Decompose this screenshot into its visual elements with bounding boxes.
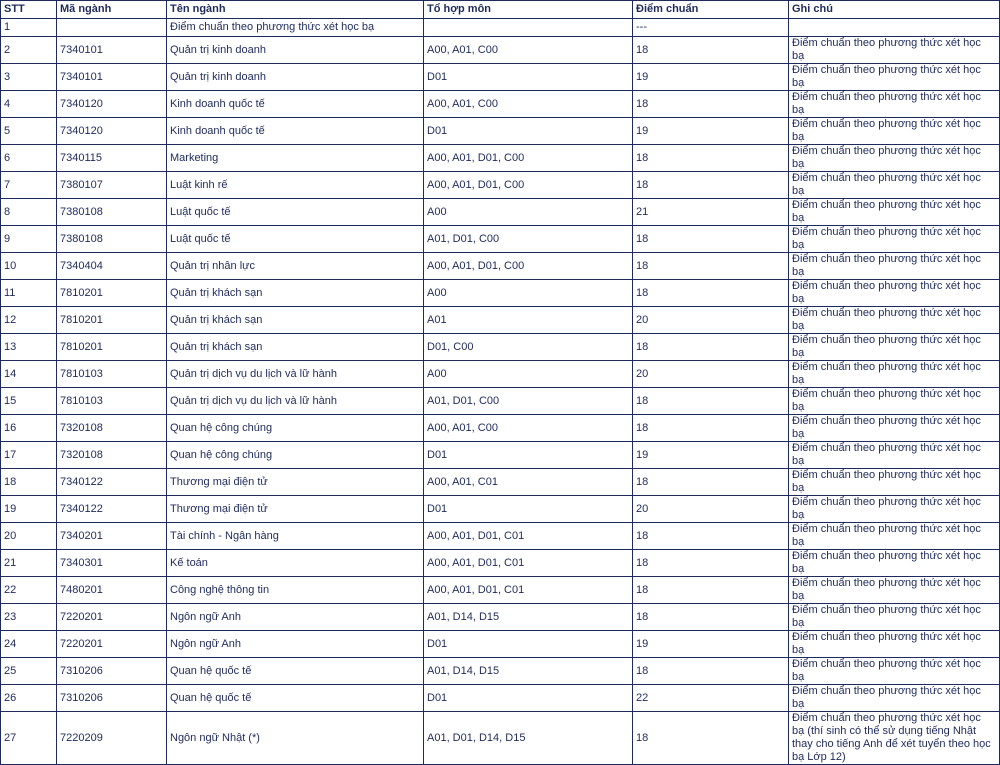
cell-note: Điểm chuẩn theo phương thức xét học bạ <box>789 199 1000 226</box>
cell-major-code: 7340101 <box>57 37 167 64</box>
table-row <box>1 334 1000 361</box>
cell-subject-combination: A00, A01, C00 <box>424 37 633 64</box>
cell-major-code: 7340122 <box>57 469 167 496</box>
cell-major-name: Quản trị khách sạn <box>167 334 424 361</box>
cell-note: Điểm chuẩn theo phương thức xét học bạ <box>789 226 1000 253</box>
cell-subject-combination: D01, C00 <box>424 334 633 361</box>
table-row <box>1 631 1000 658</box>
cell-subject-combination: A00, A01, D01, C00 <box>424 145 633 172</box>
cell-stt: 4 <box>1 91 57 118</box>
cell-note: Điểm chuẩn theo phương thức xét học bạ <box>789 577 1000 604</box>
cell-major-code: 7320108 <box>57 442 167 469</box>
cell-major-code: 7340122 <box>57 496 167 523</box>
cell-subject-combination: A00, A01, D01, C00 <box>424 253 633 280</box>
cell-stt: 24 <box>1 631 57 658</box>
cell-subject-combination: A00, A01, D01, C01 <box>424 577 633 604</box>
cell-subject-combination: A00, A01, D01, C01 <box>424 550 633 577</box>
cell-stt: 15 <box>1 388 57 415</box>
cell-note: Điểm chuẩn theo phương thức xét học bạ <box>789 631 1000 658</box>
cell-cutoff-score: 19 <box>633 631 789 658</box>
cell-note: Điểm chuẩn theo phương thức xét học bạ <box>789 334 1000 361</box>
cell-subject-combination <box>424 19 633 37</box>
cell-major-name: Thương mại điện tử <box>167 496 424 523</box>
table-header-row <box>1 1 1000 19</box>
table-row <box>1 118 1000 145</box>
cell-subject-combination: A00 <box>424 361 633 388</box>
cell-note: Điểm chuẩn theo phương thức xét học bạ <box>789 253 1000 280</box>
table-row <box>1 469 1000 496</box>
cell-major-name: Quan hệ công chúng <box>167 442 424 469</box>
cell-cutoff-score: 21 <box>633 199 789 226</box>
cell-cutoff-score: 18 <box>633 604 789 631</box>
table-row <box>1 37 1000 64</box>
cell-major-name: Thương mại điện tử <box>167 469 424 496</box>
cell-stt: 23 <box>1 604 57 631</box>
cell-note: Điểm chuẩn theo phương thức xét học bạ <box>789 307 1000 334</box>
header-note: Ghi chú <box>789 1 1000 19</box>
cell-major-code: 7310206 <box>57 685 167 712</box>
cell-major-name: Điểm chuẩn theo phương thức xét học bạ <box>167 19 424 37</box>
cell-major-code: 7320108 <box>57 415 167 442</box>
cell-major-name: Luật quốc tế <box>167 199 424 226</box>
table-row <box>1 361 1000 388</box>
cell-stt: 5 <box>1 118 57 145</box>
cell-note <box>789 19 1000 37</box>
cell-note: Điểm chuẩn theo phương thức xét học bạ <box>789 415 1000 442</box>
cell-major-code: 7310206 <box>57 658 167 685</box>
header-cutoff-score: Điểm chuẩn <box>633 1 789 19</box>
cell-note: Điểm chuẩn theo phương thức xét học bạ <box>789 64 1000 91</box>
cell-subject-combination: A00, A01, C00 <box>424 91 633 118</box>
cell-cutoff-score: 18 <box>633 280 789 307</box>
cell-note: Điểm chuẩn theo phương thức xét học bạ <box>789 523 1000 550</box>
table-row <box>1 172 1000 199</box>
cell-stt: 21 <box>1 550 57 577</box>
cell-subject-combination: A01, D01, D14, D15 <box>424 712 633 765</box>
table-row <box>1 658 1000 685</box>
cell-cutoff-score: 18 <box>633 253 789 280</box>
cell-cutoff-score: 18 <box>633 334 789 361</box>
cell-major-name: Marketing <box>167 145 424 172</box>
cell-cutoff-score: --- <box>633 19 789 37</box>
cell-stt: 12 <box>1 307 57 334</box>
cell-cutoff-score: 19 <box>633 64 789 91</box>
cell-note: Điểm chuẩn theo phương thức xét học bạ <box>789 172 1000 199</box>
cell-major-code: 7810201 <box>57 307 167 334</box>
cell-stt: 25 <box>1 658 57 685</box>
table-row <box>1 604 1000 631</box>
cell-major-code: 7380108 <box>57 199 167 226</box>
cell-major-code <box>57 19 167 37</box>
cell-stt: 27 <box>1 712 57 765</box>
cell-subject-combination: D01 <box>424 442 633 469</box>
cell-major-code: 7340404 <box>57 253 167 280</box>
table-row <box>1 712 1000 765</box>
cell-stt: 20 <box>1 523 57 550</box>
cell-subject-combination: A00, A01, D01, C01 <box>424 523 633 550</box>
cell-major-code: 7810201 <box>57 280 167 307</box>
cell-major-name: Ngôn ngữ Nhật (*) <box>167 712 424 765</box>
cell-major-name: Tài chính - Ngân hàng <box>167 523 424 550</box>
cell-note: Điểm chuẩn theo phương thức xét học bạ <box>789 37 1000 64</box>
cell-subject-combination: A00, A01, D01, C00 <box>424 172 633 199</box>
cell-major-name: Quản trị khách sạn <box>167 280 424 307</box>
cell-major-name: Quản trị nhân lực <box>167 253 424 280</box>
cell-major-code: 7340101 <box>57 64 167 91</box>
cell-major-code: 7380107 <box>57 172 167 199</box>
table-row <box>1 415 1000 442</box>
cell-subject-combination: D01 <box>424 118 633 145</box>
cell-stt: 17 <box>1 442 57 469</box>
cell-note: Điểm chuẩn theo phương thức xét học bạ <box>789 550 1000 577</box>
cell-cutoff-score: 22 <box>633 685 789 712</box>
cell-note: Điểm chuẩn theo phương thức xét học bạ <box>789 469 1000 496</box>
cell-note: Điểm chuẩn theo phương thức xét học bạ <box>789 118 1000 145</box>
table-row <box>1 199 1000 226</box>
cell-major-name: Quản trị dịch vụ du lịch và lữ hành <box>167 361 424 388</box>
cell-stt: 16 <box>1 415 57 442</box>
cell-stt: 8 <box>1 199 57 226</box>
cell-stt: 26 <box>1 685 57 712</box>
cell-cutoff-score: 20 <box>633 307 789 334</box>
cell-subject-combination: A00, A01, C01 <box>424 469 633 496</box>
cell-major-code: 7810103 <box>57 361 167 388</box>
table-row <box>1 253 1000 280</box>
cell-note: Điểm chuẩn theo phương thức xét học bạ <box>789 442 1000 469</box>
table-row <box>1 442 1000 469</box>
cell-cutoff-score: 18 <box>633 37 789 64</box>
cell-major-code: 7380108 <box>57 226 167 253</box>
cell-note: Điểm chuẩn theo phương thức xét học bạ <box>789 604 1000 631</box>
cell-stt: 22 <box>1 577 57 604</box>
cell-cutoff-score: 18 <box>633 226 789 253</box>
cell-subject-combination: D01 <box>424 64 633 91</box>
cell-cutoff-score: 18 <box>633 550 789 577</box>
cell-stt: 13 <box>1 334 57 361</box>
cell-major-name: Quan hệ quốc tế <box>167 685 424 712</box>
cell-major-code: 7220201 <box>57 604 167 631</box>
table-body <box>1 19 1000 765</box>
cell-subject-combination: D01 <box>424 496 633 523</box>
cell-subject-combination: A00, A01, C00 <box>424 415 633 442</box>
cell-note: Điểm chuẩn theo phương thức xét học bạ <box>789 685 1000 712</box>
cell-major-code: 7810103 <box>57 388 167 415</box>
cell-major-code: 7340301 <box>57 550 167 577</box>
cell-subject-combination: A00 <box>424 199 633 226</box>
cell-stt: 9 <box>1 226 57 253</box>
cell-subject-combination: A00 <box>424 280 633 307</box>
cell-cutoff-score: 20 <box>633 496 789 523</box>
cell-stt: 1 <box>1 19 57 37</box>
cell-subject-combination: D01 <box>424 631 633 658</box>
header-stt: STT <box>1 1 57 19</box>
cell-major-code: 7810201 <box>57 334 167 361</box>
table-row <box>1 280 1000 307</box>
cell-major-name: Ngôn ngữ Anh <box>167 631 424 658</box>
header-subject-combination: Tổ hợp môn <box>424 1 633 19</box>
cell-stt: 19 <box>1 496 57 523</box>
cell-stt: 11 <box>1 280 57 307</box>
cell-major-code: 7340201 <box>57 523 167 550</box>
cell-cutoff-score: 18 <box>633 415 789 442</box>
table-row <box>1 226 1000 253</box>
cell-stt: 2 <box>1 37 57 64</box>
cell-major-name: Quan hệ công chúng <box>167 415 424 442</box>
cell-note: Điểm chuẩn theo phương thức xét học bạ <box>789 280 1000 307</box>
cell-subject-combination: A01, D01, C00 <box>424 388 633 415</box>
cell-major-name: Luật quốc tế <box>167 226 424 253</box>
table-row <box>1 19 1000 37</box>
cell-major-name: Quản trị kinh doanh <box>167 64 424 91</box>
cell-cutoff-score: 19 <box>633 118 789 145</box>
cell-major-code: 7220201 <box>57 631 167 658</box>
cell-note: Điểm chuẩn theo phương thức xét học bạ <box>789 145 1000 172</box>
cell-note: Điểm chuẩn theo phương thức xét học bạ (thí sinh có thể sử dụng tiếng Nhật thay cho tiếng Anh để xét tuyển theo học bạ Lớp 12) <box>789 712 1000 765</box>
cell-major-name: Quan hệ quốc tế <box>167 658 424 685</box>
cell-note: Điểm chuẩn theo phương thức xét học bạ <box>789 658 1000 685</box>
table-row <box>1 685 1000 712</box>
cell-note: Điểm chuẩn theo phương thức xét học bạ <box>789 91 1000 118</box>
table-row <box>1 496 1000 523</box>
header-major-code: Mã ngành <box>57 1 167 19</box>
cell-cutoff-score: 18 <box>633 172 789 199</box>
cell-subject-combination: A01, D14, D15 <box>424 658 633 685</box>
cell-note: Điểm chuẩn theo phương thức xét học bạ <box>789 361 1000 388</box>
cell-stt: 6 <box>1 145 57 172</box>
table-row <box>1 388 1000 415</box>
cell-major-code: 7220209 <box>57 712 167 765</box>
cell-cutoff-score: 18 <box>633 577 789 604</box>
cell-cutoff-score: 18 <box>633 523 789 550</box>
cell-note: Điểm chuẩn theo phương thức xét học bạ <box>789 388 1000 415</box>
cell-major-name: Kinh doanh quốc tế <box>167 91 424 118</box>
table-row <box>1 91 1000 118</box>
cell-note: Điểm chuẩn theo phương thức xét học bạ <box>789 496 1000 523</box>
cell-major-name: Kinh doanh quốc tế <box>167 118 424 145</box>
cell-cutoff-score: 18 <box>633 658 789 685</box>
table-row <box>1 577 1000 604</box>
table-row <box>1 523 1000 550</box>
header-major-name: Tên ngành <box>167 1 424 19</box>
cell-stt: 14 <box>1 361 57 388</box>
cell-major-name: Quản trị khách sạn <box>167 307 424 334</box>
cell-cutoff-score: 18 <box>633 91 789 118</box>
cell-subject-combination: A01, D01, C00 <box>424 226 633 253</box>
cell-subject-combination: A01 <box>424 307 633 334</box>
cell-subject-combination: A01, D14, D15 <box>424 604 633 631</box>
cell-cutoff-score: 18 <box>633 388 789 415</box>
cell-stt: 10 <box>1 253 57 280</box>
cell-cutoff-score: 20 <box>633 361 789 388</box>
table-row <box>1 307 1000 334</box>
cell-cutoff-score: 19 <box>633 442 789 469</box>
cell-major-name: Quản trị kinh doanh <box>167 37 424 64</box>
table-row <box>1 550 1000 577</box>
cell-stt: 7 <box>1 172 57 199</box>
cell-major-code: 7340120 <box>57 91 167 118</box>
cell-major-name: Kế toán <box>167 550 424 577</box>
cell-major-name: Ngôn ngữ Anh <box>167 604 424 631</box>
cell-major-name: Công nghệ thông tin <box>167 577 424 604</box>
cell-major-code: 7480201 <box>57 577 167 604</box>
cell-major-code: 7340115 <box>57 145 167 172</box>
cell-cutoff-score: 18 <box>633 145 789 172</box>
cell-cutoff-score: 18 <box>633 712 789 765</box>
cell-cutoff-score: 18 <box>633 469 789 496</box>
cell-major-name: Quản trị dịch vụ du lịch và lữ hành <box>167 388 424 415</box>
cell-stt: 3 <box>1 64 57 91</box>
cell-major-code: 7340120 <box>57 118 167 145</box>
cell-stt: 18 <box>1 469 57 496</box>
table-row <box>1 145 1000 172</box>
cell-major-name: Luật kinh rế <box>167 172 424 199</box>
cell-subject-combination: D01 <box>424 685 633 712</box>
table-row <box>1 64 1000 91</box>
